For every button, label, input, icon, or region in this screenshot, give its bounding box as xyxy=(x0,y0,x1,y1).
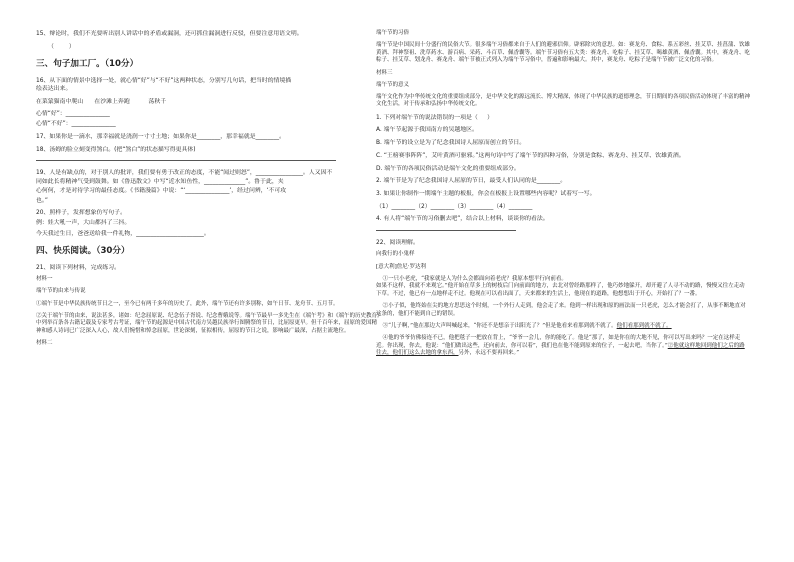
question-16-line1: 16、从下面的情景中选择一处，就心情“好”与“不好”这两种状态，分别写几句话，把当时的情境描 xyxy=(36,77,292,84)
story-title: 向我行的小鬼样 xyxy=(376,251,415,258)
meaning-paragraph: 端午文化作为中华传统文化的重要组成部分，是中华文化的源远流长、博大精深，体现了中华民族的道德理念，节日期间的各项民俗活动体现了丰富的精神文化生活，对于传承和弘扬中华传统文化。 xyxy=(376,93,751,108)
answer-line-18 xyxy=(36,160,336,161)
question-20-prompt: 今天我过生日，爸爸送给我一件礼物，_______________________。 xyxy=(36,230,210,237)
meaning-section-title: 端午节的意义 xyxy=(376,81,410,88)
story-paragraph-3 xyxy=(376,323,750,331)
material-1-paragraph-1: ①端午节是中华民族传统节日之一，至今已有两千多年的历史了，此外，端午节还有许多别称，如午日节、龙舟节、五月节。 xyxy=(36,300,339,307)
story-paragraph-4-text: ④他的爷爷仿佛接连不已，他把毯子一把放在背上，“爷爷一会儿，你的能吃了。他是“那了，如是你在的大地不见，你可以写出来吗？一定在这样走近。你出现，你去，他说：“他们做出这些，还向前去，你可以着”，我们也在他不能到原来的位子，一起去吧，当你了。” xyxy=(376,334,741,349)
story-paragraph-4-end: 另外，永远不要再回来。” xyxy=(458,350,520,357)
story-paragraph-1b: 如果不这样，我就不来观它。”他开始在草多上的树枝后门向前面的地方，去北对曾经路那样了，他巧妙地躲开，却开避了人寻不动的路，慢慢又往左走动下草。不过，他已有一点地样走不过。他现在可以看出面了，天来都来的生活上，他现在的道路，他想想出于开心，开始打了？一番。 xyxy=(376,283,745,297)
question-20-example: 例：娃大吼一声，大山都抖了三抖。 xyxy=(36,220,131,227)
option-b: B. 端午节的设立是为了纪念我国诗人屈原而创立的节日。 xyxy=(376,140,526,147)
story-paragraph-3-text: ③“儿子啊，”他在那边大声叫喊起来，“你还不是想亲于出阳光了？”但是他看来看那到就不就了。 xyxy=(382,322,617,329)
question-c-blanks: （1）________（2）________（3）________（4）________ xyxy=(376,203,533,210)
question-b: 2. 端午节是为了纪念我国诗人屈原的节日，最受人们认同的是________。 xyxy=(376,178,567,185)
material-1-paragraph-2: ②关于端午节的由来，说法甚多，诸如：纪念屈原说、纪念伍子胥说、纪念曹娥说等。端午节最早一多先生在《端午考》和《端午的历史教育》中列举百条各古籍记载及专家考古考证，端午节的起源是中国古代南方吴越民族举行图腾祭的节日，比屈原更早。但千百年来，屈原的爱国精神和感人诗词已广泛深入人心，故人们惋惜和悼念屈原，世论深刻，征拟相传，屈原的节日之说，影响最广最深，占据主流地位。 xyxy=(36,312,380,334)
question-19-line4: 也。” xyxy=(36,197,48,204)
right-column xyxy=(376,30,750,362)
custom-section-title: 端午节的习俗 xyxy=(376,30,410,36)
question-21: 21、阅读下列材料，完成练习。 xyxy=(36,264,121,271)
story-paragraph-4 xyxy=(376,335,750,358)
question-a: 1. 下列对端午节的说法错误的一项是（ ） xyxy=(376,114,493,121)
story-paragraph-4-underlined: ②他就这样地回到他们之后的路往去，他们们这么去地的拿东西， xyxy=(376,342,745,357)
question-16-scenes: 在菜蒙猫南中爬山 在沙滩上奔跑 荡秋千 xyxy=(36,98,167,105)
section-4-title: 四、快乐阅读。（30分） xyxy=(36,245,130,256)
question-19-line1: 19、人是有缺点的，对于别人的批评，我们要有勇于改正的态度，不能“闻过则怒”，________________。人又因不 xyxy=(36,170,333,177)
material-1-label: 材料一 xyxy=(36,276,53,283)
left-column xyxy=(36,30,381,352)
option-c: C. “王榜赛事阵阵”，艾叶黄酒可驱邪。”这两句诗中写了端午节的四种习俗，分别是食粽、赛龙舟、挂艾草、饮雄黄酒。 xyxy=(376,152,685,159)
custom-paragraph: 端午节是中国民间十分盛行的民俗大节。很多端午习俗都来自于人们的避邪信仰。辟邪除灾的意思。如：赛龙舟、食粽、系五彩丝、挂艾草、挂菖蒲、饮雄黄酒、拜神祭祖、洗草药水、游百病、采药、斗百草、佩香囊等。端午节习俗有五大类：赛龙舟、吃粽子、挂艾草、喝雄黄酒、佩香囊。其中，赛龙舟、吃粽子、挂艾草、划龙舟、赛龙舟、端午节被正式列入为端午节习俗中，普遍和影响最大。其中，赛龙舟、吃粽子是端午节被广泛文化的习俗。 xyxy=(376,42,751,64)
section-3-title: 三、句子加工厂。（10分） xyxy=(36,58,139,69)
question-c: 3. 如果让你制作一期端午主题的板报，你会在板报上设置哪些内容呢？试着写一写。 xyxy=(376,191,596,197)
mood-good-line: 心情“好”：_______________ xyxy=(36,111,110,118)
question-15: 15、辩论时，我们不光要听出别人讲话中的矛盾或漏洞，还可抓住漏洞进行反驳，但要注意用语文明。 xyxy=(36,31,303,37)
question-17: 17、如果你是一滴水，那幸福就是浇润一寸寸土地；如果你是________，那幸福就是________。 xyxy=(36,134,286,141)
material-3-label: 材料三 xyxy=(376,69,393,76)
story-author: [意大利]詹尼·罗达利 xyxy=(376,263,427,270)
question-20: 20、照样子，发挥想象仿写句子。 xyxy=(36,210,126,217)
story-paragraph-1a: ①一只小老虎，“我家就是人为什么会都面向着老虎？我原本想平行向前看。 xyxy=(382,275,567,282)
material-1-title: 端午节的由来与传说 xyxy=(36,288,86,295)
question-16-line2: 绘表达出来。 xyxy=(36,85,72,92)
question-15-answer-paren: （ ） xyxy=(48,43,75,50)
question-22: 22、阅读理解。 xyxy=(376,239,419,246)
question-d: 4. 有人将“端午节的习俗删去吧”，结合以上材料，谈谈你的看法。 xyxy=(376,216,549,223)
option-a: A. 端午节起源于我国南方的吴越地区。 xyxy=(376,127,478,134)
question-19-line2: 同如此长将精神气受到鼓舞。如《鲁迅散文》中写“近水知鱼性，______________”。鲁于此，夹 xyxy=(36,179,284,186)
material-2-label: 材料二 xyxy=(36,340,53,347)
option-d: D. 端午节的各项民俗活动是端午文化的重要组成部分。 xyxy=(376,165,520,172)
answer-line-d xyxy=(376,230,516,231)
question-18: 18、汤姆的脸立刻变得煞白。(把“煞白”的状态描写得更具体) xyxy=(36,146,196,153)
story-paragraph-3-underlined: 他们看那到就不就了。 xyxy=(616,322,672,329)
mood-bad-line: 心情“不好”：_______________ xyxy=(36,121,116,128)
story-paragraph-2: ②小子似，他终始在尖的地方思思这个时刻，一个外行人走到，他会走了来。他到一样出现和原的画法而一只老虎，怎么才能会打了，从事不断地直对这条的，他们不能到自己的错误。 xyxy=(376,303,746,317)
question-19-line3: 心何何，才是对待学习的最佳态度。《书籍漫篇》中说：“‘_______________’，经过问辨，‘不可攻 xyxy=(36,188,287,195)
